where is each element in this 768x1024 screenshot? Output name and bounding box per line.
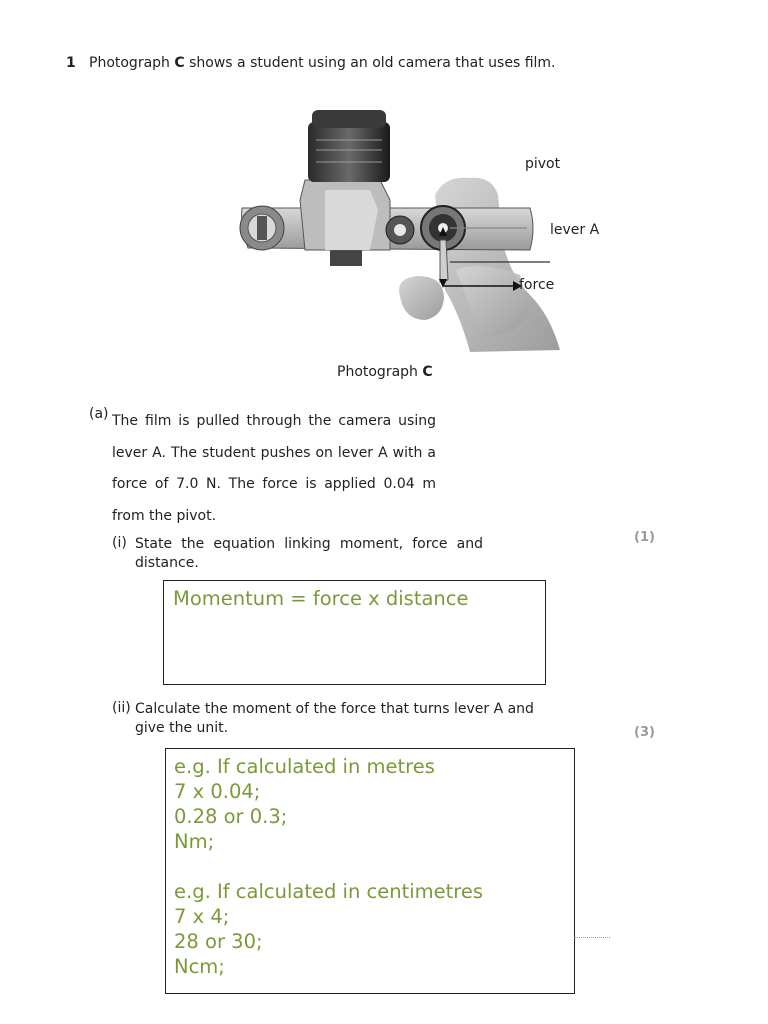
answer-line: Nm; — [174, 830, 215, 853]
lever-a-label: lever A — [550, 222, 600, 238]
sub-ii-question: Calculate the moment of the force that turns lever A and give the unit. — [135, 701, 534, 736]
answer-text-i: Momentum = force x distance — [173, 587, 469, 610]
answer-line: 0.28 or 0.3; — [174, 805, 288, 828]
answer-box-ii[interactable] — [165, 748, 575, 994]
photo-caption: Photograph C — [337, 364, 433, 380]
answer-line — [174, 854, 483, 879]
answer-box-i[interactable] — [163, 580, 546, 685]
camera-photograph — [230, 100, 570, 352]
part-a-label: (a) — [89, 406, 109, 422]
sub-i-marks: (1) — [634, 530, 655, 545]
answer-line: 28 or 30; — [174, 930, 263, 953]
pivot-label: pivot — [525, 156, 561, 172]
dotted-answer-line — [574, 937, 610, 938]
question-intro: Photograph C shows a student using an old camera that uses film. — [89, 55, 556, 71]
answer-line: e.g. If calculated in centimetres — [174, 880, 484, 903]
question-number: 1 — [66, 55, 76, 71]
force-label: force — [519, 277, 555, 293]
sub-i-label: (i) — [112, 535, 127, 551]
part-a-text: The film is pulled through the camera using lever A. The student pushes on lever A with a force of 7.0 N. The force is applied 0.04 m from the pivot. — [112, 413, 436, 524]
answer-line: e.g. If calculated in metres — [174, 755, 435, 778]
answer-line: 7 x 0.04; — [174, 780, 261, 803]
sub-ii-label: (ii) — [112, 700, 131, 716]
sub-ii-marks: (3) — [634, 725, 655, 740]
answer-line: Ncm; — [174, 955, 225, 978]
sub-i-question: State the equation linking moment, force and distance. — [135, 536, 483, 571]
answer-text-ii — [174, 754, 483, 979]
answer-line: 7 x 4; — [174, 905, 230, 928]
